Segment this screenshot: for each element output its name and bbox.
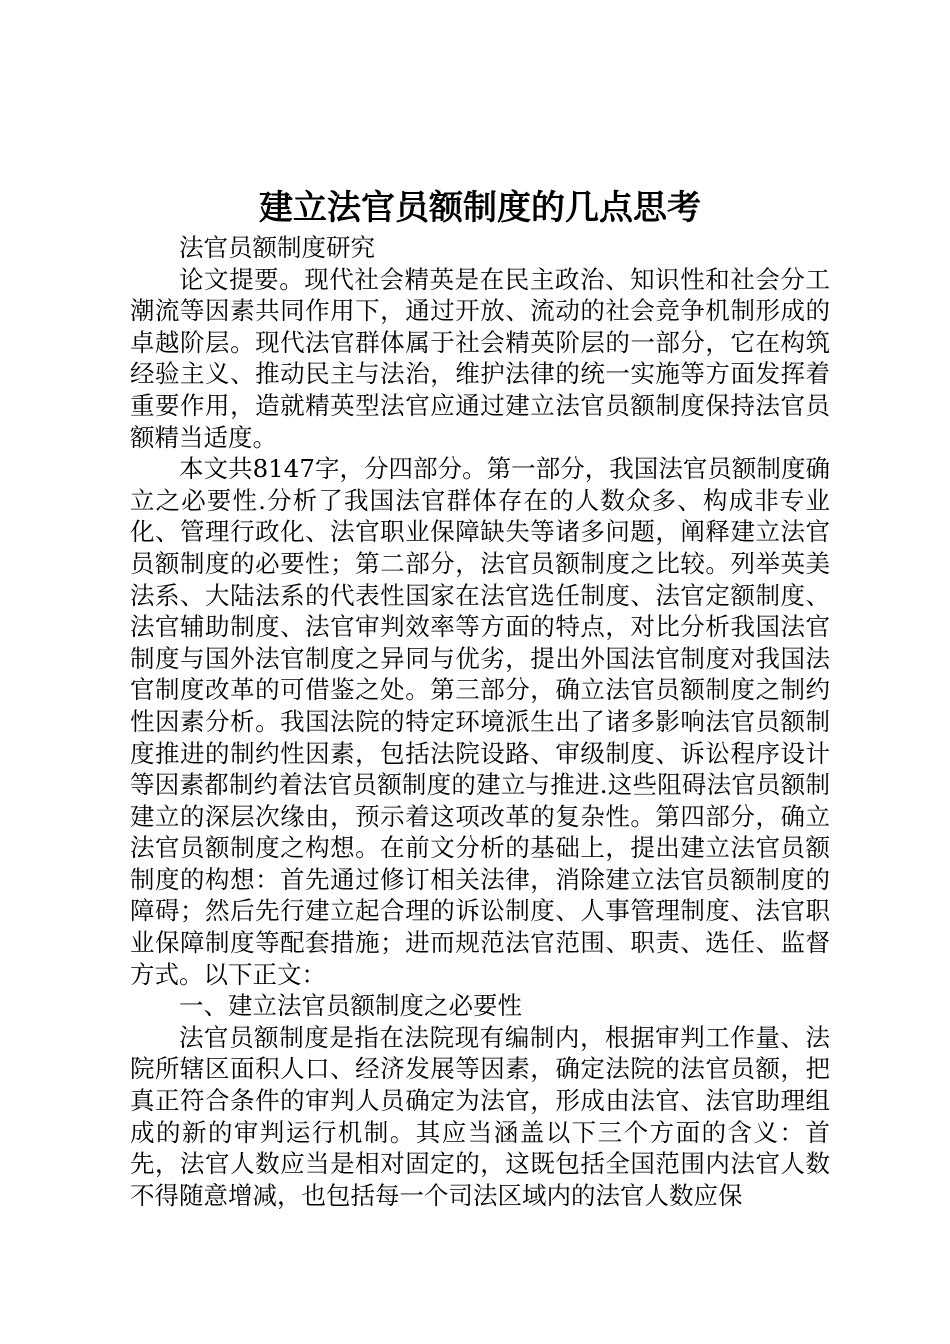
body-paragraph: 法官员额制度是指在法院现有编制内，根据审判工作量、法院所辖区面积人口、经济发展等因素，确定法院的法官员额，把真正符合条件的审判人员确定为法官，形成由法官、法官助理组成的新的审判运行机制。其应当涵盖以下三个方面的含义：首先，法官人数应当是相对固定的，这既包括全国范围内法官人数不得随意增减，也包括每一个司法区域内的法官人数应保: [130, 1022, 830, 1210]
outline-paragraph: 本文共8147字，分四部分。第一部分，我国法官员额制度确立之必要性.分析了我国法官群体存在的人数众多、构成非专业化、管理行政化、法官职业保障缺失等诸多问题，阐释建立法官员额制度的必要性；第二部分，法官员额制度之比较。列举英美法系、大陆法系的代表性国家在法官选任制度、法官定额制度、法官辅助制度、法官审判效率等方面的特点，对比分析我国法官制度与国外法官制度之异同与优劣，提出外国法官制度对我国法官制度改革的可借鉴之处。第三部分，确立法官员额制度之制约性因素分析。我国法院的特定环境派生出了诸多影响法官员额制度推进的制约性因素，包括法院设路、审级制度、诉讼程序设计等因素都制约着法官员额制度的建立与推进.这些阻碍法官员额制建立的深层次缘由，预示着这项改革的复杂性。第四部分，确立法官员额制度之构想。在前文分析的基础上，提出建立法官员额制度的构想：首先通过修订相关法律，消除建立法官员额制度的障碍；然后先行建立起合理的诉讼制度、人事管理制度、法官职业保障制度等配套措施；进而规范法官范围、职责、选任、监督方式。以下正文：: [130, 454, 830, 989]
document-body: [130, 232, 830, 1211]
section-heading: 一、建立法官员额制度之必要性: [179, 991, 522, 1021]
abstract-paragraph: 论文提要。现代社会精英是在民主政治、知识性和社会分工潮流等因素共同作用下，通过开放、流动的社会竞争机制形成的卓越阶层。现代法官群体属于社会精英阶层的一部分，它在构筑经验主义、推动民主与法治，维护法律的统一实施等方面发挥着重要作用，造就精英型法官应通过建立法官员额制度保持法官员额精当适度。: [130, 264, 830, 452]
subtitle-paragraph: 法官员额制度研究: [179, 233, 375, 262]
document-title: 建立法官员额制度的几点思考: [259, 188, 701, 228]
